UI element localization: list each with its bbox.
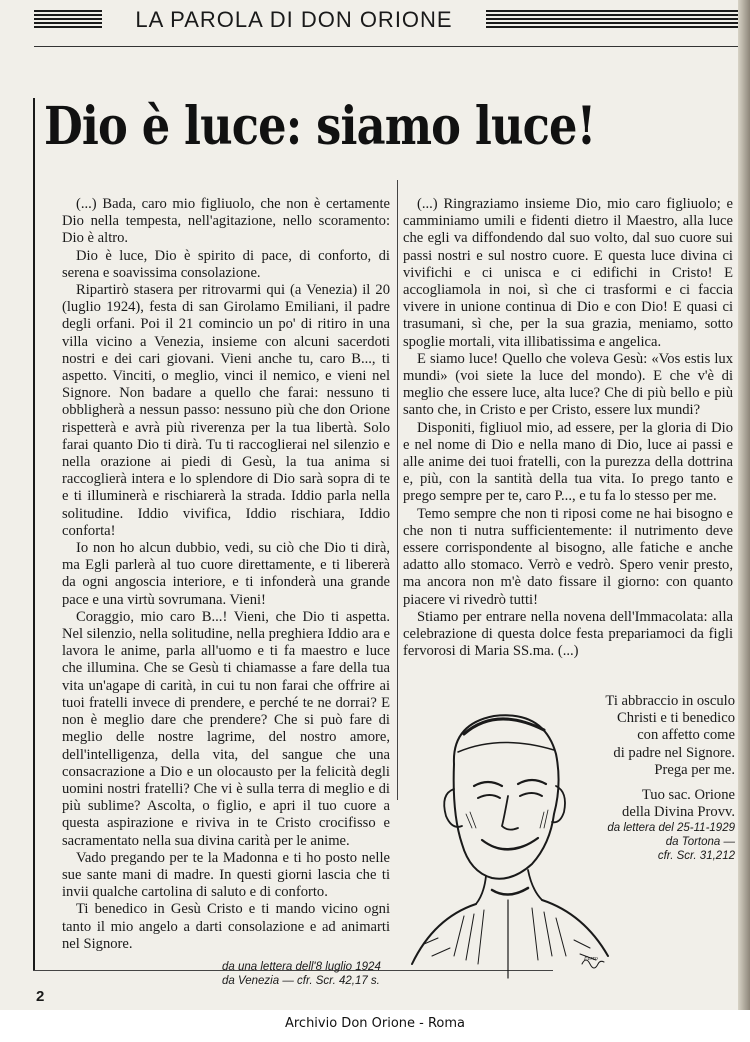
citation-line: da una lettera dell'8 luglio 1924: [222, 961, 381, 973]
paragraph: Ti benedico in Gesù Cristo e ti mando vicino ogni tanto il mio angelo a darti consolazione e ad animarti nel Signore.: [62, 901, 390, 952]
closing-line: con affetto come: [637, 727, 735, 744]
paragraph: Coraggio, mio caro B...! Vieni, che Dio ti aspetta. Nel silenzio, nella solitudine, nella preghiera Iddio ara e lavora le anime, parla all'uomo e ti fa maestro e luce che illumina. Che se Gesù ti chiamasse a fare della tua vita un'agape di carità, in cui tu non farai che offrire ai tuoi fratelli invece di prendere, e perché te ne dorrai? E non è meglio dare che prendere? Che si può fare di meglio delle nostre lagrime, del nostro amore, dell'intelligenza, della vita, del sangue che una consacrazione a Dio e un olocausto per la felicità degli uomini nostri fratelli? Che vi è sulla terra di meglio e di più sublime? Ascolta, o figlio, e apri il tuo cuore a questa aspirazione e riviva in te Cristo crocifisso e sacramentato nella sua divina carità per le anime.: [62, 608, 390, 849]
closing-line: di padre nel Signore.: [613, 744, 735, 761]
left-column: [62, 196, 390, 953]
paragraph: Io non ho alcun dubbio, vedi, su ciò che Dio ti dirà, ma Egli parlerà al tuo cuore direttamente, e ti libererà da ogni angoscia interiore, e ti infonderà una grande pace e una virtù sovrumana. Vieni!: [62, 540, 390, 608]
citation-line: cfr. Scr. 31,212: [657, 850, 735, 863]
header-rule-right: [486, 10, 738, 30]
scan-page-edge: [738, 0, 750, 1010]
closing-line: Ti abbraccio in osculo: [605, 693, 735, 709]
spacer: [560, 779, 735, 787]
citation-line: da Venezia — cfr. Scr. 42,17 s.: [222, 975, 380, 987]
paragraph: Disponiti, figliuol mio, ad essere, per la gloria di Dio e nel nome di Dio e nella mano di Dio, luce ai passi e alle anime dei tuoi fratelli, con la purezza della dottrina e, più, con la santità della tua vita. Io prego tanto e prego sempre per te, caro P..., e tu fa lo stesso per me.: [403, 419, 733, 505]
top-rule: [34, 46, 738, 47]
paragraph: Stiamo per entrare nella novena dell'Immacolata: alla celebrazione di questa dolce festa prepariamoci da figli fervorosi di Maria SS.ma. (...): [403, 608, 733, 660]
citation-line: da lettera del 25-11-1929: [607, 822, 735, 835]
left-citation: [222, 960, 392, 988]
frame-rule-left: [33, 98, 35, 970]
right-citation: [560, 821, 735, 863]
archive-label: Archivio Don Orione - Roma: [284, 1016, 466, 1031]
section-header: [34, 6, 738, 36]
citation-line: da Tortona —: [665, 836, 735, 849]
signature-line: Tuo sac. Orione: [641, 787, 735, 804]
portrait-signature: Ferro: [584, 956, 598, 962]
closing-line: Christi e ti benedico: [617, 710, 735, 727]
header-rule-left: [34, 10, 102, 30]
section-title: LA PAROLA DI DON ORIONE: [135, 7, 453, 32]
right-column: [403, 196, 733, 660]
paragraph: Temo sempre che non ti riposi come ne hai bisogno e che non ti nutra sufficientemente: il nutrimento deve essere corrispondente al bisogno, alle fatiche e anche adatto allo stomaco. Verrò e vedrò. Spero venir presto, ma ancora non m'è dato fissare il giorno: con quanto piacere vi rivedrò tutti!: [403, 505, 733, 608]
paragraph: E siamo luce! Quello che voleva Gesù: «Vos estis lux mundi» (voi siete la luce del mondo). E che v'è di meglio che essere luce, alta luce? Che di più bello e più santo che, in Cristo e per Cristo, essere lux mundi?: [403, 350, 733, 419]
signature-line: della Divina Provv.: [622, 804, 735, 821]
paragraph: (...) Bada, caro mio figliuolo, che non è certamente Dio nella tempesta, nell'agitazione, nello scoramento: Dio è altro.: [62, 196, 390, 247]
closing-block: [560, 693, 735, 863]
article-title: Dio è luce: siamo luce!: [44, 96, 596, 157]
column-divider: [397, 180, 398, 800]
closing-line: Prega per me.: [654, 761, 735, 778]
paragraph: Ripartirò stasera per ritrovarmi qui (a Venezia) il 20 (luglio 1924), festa di san Girolamo Emiliani, il padre degli orfani. Poi il 21 comincio un po' di ritiro in una villa vicino a Venezia, insieme con alcuni sacerdoti nostri e dei cari giovani. Vieni anche tu, caro B..., ti aspetto. Vinciti, o meglio, vinci il nemico, e vieni nel Signore. Non badare a quello che farai: nessuno ti obbligherà a nessun passo: nessuno più che don Orione rispetterà e avrà più riverenza per la tua libertà. Solo farai quanto Dio ti dirà. Tu ti raccoglierai nel silenzio e nella orazione ai piedi di Gesù, la tua anima si raccoglierà intera e lo splendore di Dio sarà sopra di te e ti illuminerà e rischiarerà la strada. Iddio parla nella solitudine. Iddio vivifica, Iddio rischiara, Iddio conforta!: [62, 282, 390, 539]
paragraph: Dio è luce, Dio è spirito di pace, di conforto, di serena e soavissima consolazione.: [62, 247, 390, 281]
page-number: 2: [36, 988, 45, 1005]
paragraph: (...) Ringraziamo insieme Dio, mio caro figliuolo; e camminiamo umili e fidenti dietro il Maestro, alla luce che egli va diffondendo dal suo volto, dal suo cuore sui passi nostri e sul nostro cuore. E questa luce divina ci vivifichi e ci unisca e ci edifichi in Cristo! E accogliamola in noi, sì che ci trasformi e ci faccia vivere in unione continua di Dio e con Dio! E quasi ci trasumani, sì che, per la sua grazia, meniamo, sotto spoglie mortali, vita illibatissima e angelica.: [403, 196, 733, 350]
paragraph: Vado pregando per te la Madonna e ti ho posto nelle sue sante mani di madre. In questi giorni lascia che ti invii qualche cartolina di saluto e di conforto.: [62, 849, 390, 901]
